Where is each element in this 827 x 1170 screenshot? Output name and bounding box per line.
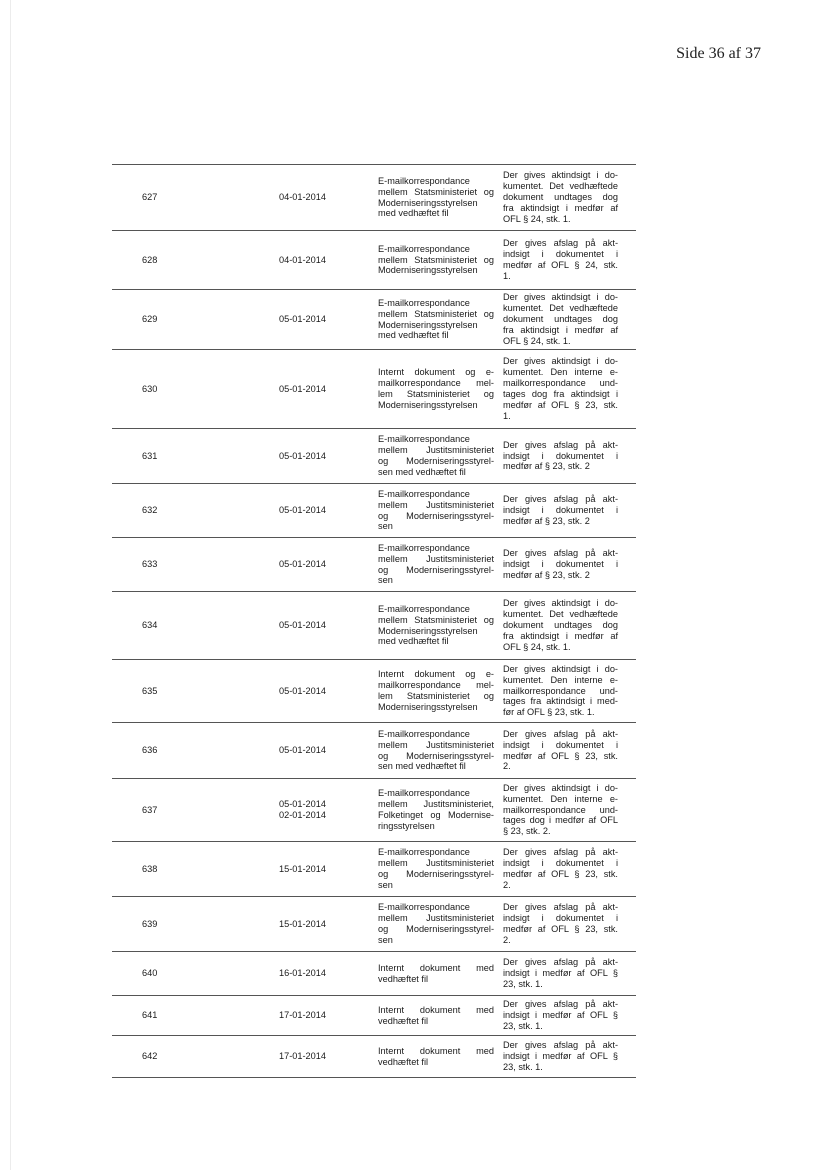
document-date-line: 05-01-2014: [279, 620, 326, 631]
document-description-line: mellem Statsministeriet og: [378, 308, 494, 319]
document-description-line: mellem Statsministeriet og: [378, 254, 494, 265]
document-description-line: sen med vedhæftet fil: [378, 761, 466, 772]
document-description-line: mailkorrespondance mel-: [378, 378, 494, 389]
document-description-line: med vedhæftet fil: [378, 208, 449, 219]
document-number: 637: [142, 804, 158, 815]
access-decision-line: indsigt i dokumentet i: [503, 913, 618, 924]
access-decision-line: Der gives afslag på akt-: [503, 902, 618, 913]
document-date-line: 04-01-2014: [279, 192, 326, 203]
access-decision-line: Der gives afslag på akt-: [503, 1040, 618, 1051]
document-description: [378, 847, 494, 891]
document-number: 630: [142, 383, 158, 394]
table-row: [112, 592, 636, 660]
access-decision-line: mailkorrespondance und-: [503, 685, 618, 696]
document-description-line: Internt dokument med: [378, 962, 494, 973]
access-decision-line: tages dog fra aktindsigt i: [503, 389, 618, 400]
table-row: [112, 660, 636, 723]
document-description-line: E-mailkorrespondance: [378, 902, 470, 913]
access-decision-line: kumentet. Den interne e-: [503, 367, 618, 378]
document-description-line: Internt dokument og e-: [378, 367, 494, 378]
access-decision: [503, 999, 618, 1032]
document-date: [279, 451, 359, 462]
access-decision-line: indsigt i medfør af OFL §: [503, 968, 618, 979]
access-decision: [503, 783, 618, 838]
access-decision-line: Der gives afslag på akt-: [503, 847, 618, 858]
document-description-line: mellem Justitsministeriet: [378, 553, 494, 564]
access-decision-line: Der gives afslag på akt-: [503, 728, 618, 739]
document-description: [378, 902, 494, 946]
document-description-line: Internt dokument med: [378, 1004, 494, 1015]
document-description-line: og Moderniseringsstyrel-: [378, 869, 494, 879]
table-row: [112, 723, 636, 779]
document-description-line: Internt dokument med: [378, 1045, 494, 1056]
document-description-line: og Moderniseringsstyrel-: [378, 924, 494, 934]
access-decision-line: medfør af § 23, stk. 2: [503, 515, 590, 526]
document-description-line: mellem Justitsministeriet: [378, 913, 494, 924]
document-number: 641: [142, 1010, 158, 1021]
document-date-line: 15-01-2014: [279, 918, 326, 929]
document-description-line: ringsstyrelsen: [378, 820, 435, 831]
document-date-line: 05-01-2014: [279, 559, 326, 570]
document-date: [279, 505, 359, 516]
access-decision-line: kumentet. Det vedhæftede: [503, 303, 618, 314]
access-decision: [503, 729, 618, 773]
document-date: [279, 384, 359, 395]
access-decision-line: fra aktindsigt i medfør af: [503, 630, 618, 641]
document-number: 627: [142, 192, 158, 203]
document-description-line: Folketinget og Modernise-: [378, 810, 494, 820]
access-decision: [503, 292, 618, 347]
access-decision-line: Der gives afslag på akt-: [503, 238, 618, 249]
document-description-line: Moderniseringsstyrelsen: [378, 265, 478, 276]
table-row: [112, 996, 636, 1036]
access-decision: [503, 170, 618, 225]
document-date: [279, 968, 359, 979]
document-description-line: mailkorrespondance mel-: [378, 680, 494, 691]
document-description: [378, 543, 494, 587]
document-date: [279, 255, 359, 266]
access-decision-line: fra aktindsigt i medfør af: [503, 202, 618, 213]
document-date-line: 05-01-2014: [279, 450, 326, 461]
access-decision-line: kumentet. Det vedhæftede: [503, 609, 618, 620]
document-date-line: 04-01-2014: [279, 254, 326, 265]
document-description-line: mellem Justitsministeriet: [378, 858, 494, 869]
access-decision: [503, 598, 618, 653]
document-description: [378, 729, 494, 773]
access-decision: [503, 440, 618, 473]
table-row: [112, 484, 636, 538]
access-decision-line: medfør af OFL § 24, stk.: [503, 260, 618, 270]
document-description-line: lem Statsministeriet og: [378, 389, 494, 399]
access-decision-line: indsigt i medfør af OFL §: [503, 1010, 618, 1021]
access-decision-line: medfør af § 23, stk. 2: [503, 569, 590, 580]
access-decision-line: 23, stk. 1.: [503, 1020, 543, 1031]
document-date: [279, 686, 359, 697]
document-description: [378, 367, 494, 411]
document-description-line: mellem Justitsministeriet: [378, 445, 494, 456]
table-row: [112, 165, 636, 231]
document-description-line: med vedhæftet fil: [378, 636, 449, 647]
table-row: [112, 231, 636, 290]
access-decision-line: dokument undtages dog: [503, 192, 618, 203]
access-decision-line: indsigt i dokumentet i: [503, 858, 618, 869]
document-number: 638: [142, 863, 158, 874]
access-decision-line: Der gives afslag på akt-: [503, 494, 618, 505]
document-description-line: og Moderniseringsstyrel-: [378, 510, 494, 521]
document-description-line: E-mailkorrespondance: [378, 243, 470, 254]
document-number: 642: [142, 1051, 158, 1062]
scan-margin-line: [10, 0, 11, 1170]
access-decision-line: kumentet. Den interne e-: [503, 793, 618, 804]
document-description: [378, 244, 494, 277]
access-decision: [503, 356, 618, 421]
access-decision-line: Der gives aktindsigt i do-: [503, 663, 618, 674]
document-description-line: Internt dokument og e-: [378, 669, 494, 680]
document-description: [378, 1005, 494, 1027]
access-decision-line: Der gives aktindsigt i do-: [503, 598, 618, 609]
document-description-line: mellem Statsministeriet og: [378, 186, 494, 197]
document-description-line: mellem Justitsministeriet: [378, 499, 494, 510]
access-decision-line: § 23, stk. 2.: [503, 826, 551, 837]
document-description-line: E-mailkorrespondance: [378, 488, 470, 499]
access-decision-line: mailkorrespondance und-: [503, 378, 618, 389]
document-description-line: E-mailkorrespondance: [378, 788, 470, 799]
document-description-line: E-mailkorrespondance: [378, 603, 470, 614]
access-decision-line: kumentet. Den interne e-: [503, 674, 618, 685]
document-description-line: sen: [378, 879, 393, 890]
document-description: [378, 489, 494, 533]
access-decision-line: medfør af OFL § 23, stk.: [503, 399, 618, 410]
access-decision-line: medfør af OFL § 23, stk.: [503, 869, 618, 879]
table-row: [112, 897, 636, 952]
access-decision-line: OFL § 24, stk. 1.: [503, 641, 571, 652]
document-description-line: og Moderniseringsstyrel-: [378, 564, 494, 575]
document-description-line: mellem Justitsministeriet,: [378, 799, 494, 810]
access-decision-line: mailkorrespondance und-: [503, 804, 618, 815]
document-description-line: Moderniseringsstyrelsen: [378, 319, 478, 330]
document-description-line: Moderniseringsstyrelsen: [378, 625, 478, 636]
access-decision-line: OFL § 24, stk. 1.: [503, 213, 571, 224]
table-row: [112, 538, 636, 592]
document-description-line: sen med vedhæftet fil: [378, 466, 466, 477]
document-description-line: sen: [378, 934, 393, 945]
document-description-line: E-mailkorrespondance: [378, 175, 470, 186]
document-date-line: 17-01-2014: [279, 1051, 326, 1062]
document-description: [378, 669, 494, 713]
document-date: [279, 864, 359, 875]
document-date-line: 15-01-2014: [279, 863, 326, 874]
access-decision: [503, 664, 618, 719]
table-row: [112, 1036, 636, 1078]
access-decision-line: OFL § 24, stk. 1.: [503, 335, 571, 346]
document-description: [378, 963, 494, 985]
access-decision-line: kumentet. Det vedhæftede: [503, 181, 618, 192]
document-description-line: vedhæftet fil: [378, 973, 429, 984]
access-decision-line: indsigt i dokumentet i: [503, 505, 618, 516]
table-row: [112, 952, 636, 996]
access-decision-line: tages fra aktindsigt i med-: [503, 696, 618, 707]
access-decision-line: 23, stk. 1.: [503, 1061, 543, 1072]
access-decision-line: dokument undtages dog: [503, 314, 618, 325]
document-date-line: 17-01-2014: [279, 1010, 326, 1021]
access-decision-line: før af OFL § 23, stk. 1.: [503, 707, 595, 718]
access-decision-line: indsigt i dokumentet i: [503, 249, 618, 260]
document-description-line: mellem Statsministeriet og: [378, 614, 494, 625]
access-decision-line: Der gives afslag på akt-: [503, 548, 618, 559]
access-decision-line: 1.: [503, 270, 511, 281]
access-decision: [503, 847, 618, 891]
access-decision-line: 2.: [503, 761, 511, 772]
access-decision-line: Der gives afslag på akt-: [503, 439, 618, 450]
document-description: [378, 176, 494, 220]
document-description-line: mellem Justitsministeriet: [378, 739, 494, 750]
document-number: 640: [142, 968, 158, 979]
document-description-line: E-mailkorrespondance: [378, 297, 470, 308]
table-row: [112, 350, 636, 429]
access-decision-line: Der gives aktindsigt i do-: [503, 356, 618, 367]
document-date: [279, 620, 359, 631]
document-date: [279, 799, 359, 821]
document-description-line: Moderniseringsstyrelsen: [378, 399, 478, 410]
access-decision: [503, 902, 618, 946]
access-decision-line: indsigt i dokumentet i: [503, 739, 618, 750]
document-description-line: med vedhæftet fil: [378, 330, 449, 341]
access-decision-line: medfør af OFL § 23, stk.: [503, 924, 618, 934]
document-date: [279, 1010, 359, 1021]
document-date-line: 05-01-2014: [279, 383, 326, 394]
document-number: 634: [142, 620, 158, 631]
access-decision-line: medfør af § 23, stk. 2: [503, 461, 590, 472]
document-date: [279, 192, 359, 203]
document-date: [279, 1051, 359, 1062]
table-row: [112, 429, 636, 484]
document-description-line: E-mailkorrespondance: [378, 847, 470, 858]
document-description-line: og Moderniseringsstyrel-: [378, 750, 494, 761]
access-decision-line: 1.: [503, 410, 511, 421]
document-description: [378, 1046, 494, 1068]
access-decision: [503, 238, 618, 282]
page-number: Side 36 af 37: [676, 45, 761, 62]
document-description: [378, 434, 494, 478]
access-decision-line: 2.: [503, 934, 511, 945]
document-number: 636: [142, 745, 158, 756]
access-decision: [503, 957, 618, 990]
access-decision: [503, 494, 618, 527]
access-decision-line: indsigt i dokumentet i: [503, 559, 618, 570]
document-date-line: 16-01-2014: [279, 968, 326, 979]
document-date-line: 02-01-2014: [279, 810, 326, 820]
document-number: 632: [142, 505, 158, 516]
document-date: [279, 745, 359, 756]
access-decision-line: fra aktindsigt i medfør af: [503, 324, 618, 335]
document-description: [378, 604, 494, 648]
document-date-line: 05-01-2014: [279, 799, 326, 810]
access-decision-line: Der gives aktindsigt i do-: [503, 170, 618, 181]
document-description-line: og Moderniseringsstyrel-: [378, 456, 494, 466]
document-date-line: 05-01-2014: [279, 745, 326, 756]
document-description-line: sen: [378, 521, 393, 532]
access-decision-line: indsigt i medfør af OFL §: [503, 1051, 618, 1062]
access-decision-line: Der gives afslag på akt-: [503, 999, 618, 1010]
access-decision-line: 23, stk. 1.: [503, 978, 543, 989]
document-description-line: Moderniseringsstyrelsen: [378, 197, 478, 208]
access-decision-line: indsigt i dokumentet i: [503, 450, 618, 461]
document-date-line: 05-01-2014: [279, 685, 326, 696]
document-date: [279, 314, 359, 325]
document-number: 631: [142, 450, 158, 461]
document-description: [378, 298, 494, 342]
table-row: [112, 290, 636, 350]
document-description-line: E-mailkorrespondance: [378, 434, 470, 445]
document-number: 629: [142, 314, 158, 325]
document-number: 628: [142, 254, 158, 265]
table-row: [112, 842, 636, 897]
access-decision-line: Der gives aktindsigt i do-: [503, 782, 618, 793]
document-number: 639: [142, 918, 158, 929]
access-decision-line: Der gives afslag på akt-: [503, 957, 618, 968]
document-table: [112, 164, 636, 1078]
document-description-line: E-mailkorrespondance: [378, 542, 470, 553]
access-decision-line: medfør af OFL § 23, stk.: [503, 750, 618, 761]
document-description: [378, 788, 494, 832]
access-decision: [503, 548, 618, 581]
document-number: 633: [142, 559, 158, 570]
access-decision: [503, 1040, 618, 1073]
document-description-line: vedhæftet fil: [378, 1056, 429, 1067]
document-date-line: 05-01-2014: [279, 505, 326, 516]
document-description-line: lem Statsministeriet og: [378, 691, 494, 701]
document-date: [279, 559, 359, 570]
document-description-line: Moderniseringsstyrelsen: [378, 701, 478, 712]
document-date-line: 05-01-2014: [279, 314, 326, 325]
document-description-line: E-mailkorrespondance: [378, 728, 470, 739]
table-row: [112, 779, 636, 842]
access-decision-line: Der gives aktindsigt i do-: [503, 292, 618, 303]
access-decision-line: dokument undtages dog: [503, 620, 618, 631]
document-description-line: sen: [378, 575, 393, 586]
document-date: [279, 919, 359, 930]
access-decision-line: 2.: [503, 879, 511, 890]
access-decision-line: tages dog i medfør af OFL: [503, 815, 618, 826]
document-description-line: vedhæftet fil: [378, 1015, 429, 1026]
document-number: 635: [142, 685, 158, 696]
